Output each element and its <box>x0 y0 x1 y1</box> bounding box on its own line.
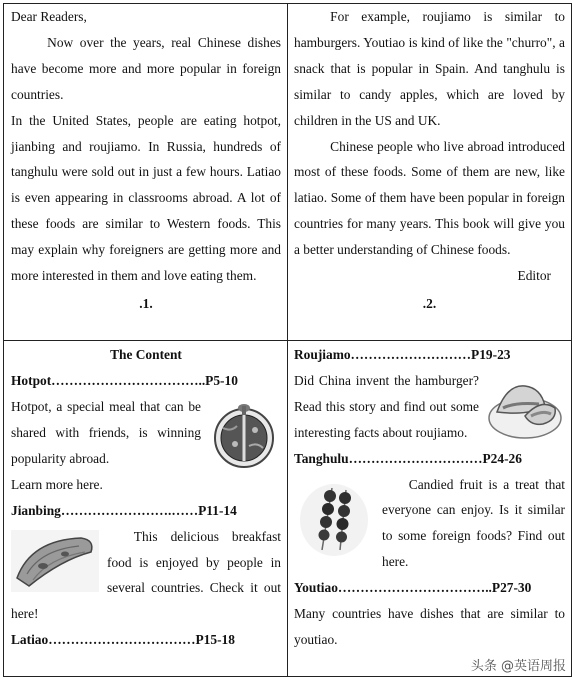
letter-paragraph-1: Now over the years, real Chinese dishes have become more and more popular in foreign countries. <box>11 34 281 102</box>
roujiamo-image <box>485 372 565 442</box>
toc-hotpot-more: Learn more here. <box>11 476 103 492</box>
letter-paragraph-3: For example, roujiamo is similar to hamburgers. Youtiao is kind of like the "churro", a snack that is popular in Spain. And tanghulu is similar to candy apples, which are loved by children in the US and UK. <box>294 9 565 128</box>
toc-roujiamo-text: Did China invent the hamburger? Read this story and find out some interesting facts about roujiamo. <box>294 372 479 440</box>
letter-cell-left <box>11 4 281 317</box>
letter-paragraph-4: Chinese people who live abroad introduced most of these foods. Some of them are new, like latiao. Some of them have been popular in foreign countries for many years. This book will give you a better understanding of Chinese foods. <box>294 138 565 258</box>
contents-cell-left <box>11 342 281 653</box>
blank-2: .2. <box>422 295 437 311</box>
contents-cell-right <box>294 342 565 653</box>
toc-youtiao-text: Many countries have dishes that are similar to youtiao. <box>294 606 565 647</box>
toc-tanghulu-text: Candied fruit is a treat that everyone can enjoy. Is it similar to some foreign foods? Find out here. <box>382 476 565 570</box>
letter-paragraph-2: In the United States, people are eating hotpot, jianbing and roujiamo. In Russia, hundreds of tanghulu were sold out in just a few hours. Latiao is even appearing in classrooms abroad. A lot of these foods are similar to Western foods. This may explain why foreigners are getting more and more interested in them and love eating them. <box>11 112 281 284</box>
toc-youtiao-title: Youtiao……………………………..P27-30 <box>294 580 532 596</box>
watermark <box>471 655 566 674</box>
toc-roujiamo-title: Roujiamo………………………P19-23 <box>294 347 511 362</box>
toc-latiao-title: Latiao……………………………P15-18 <box>11 632 235 648</box>
hotpot-image <box>207 398 281 472</box>
letter-signature: Editor <box>517 268 551 284</box>
toc-hotpot-text: Hotpot, a special meal that can be shared with friends, is winning popularity abroad. <box>11 398 201 466</box>
letter-greeting: Dear Readers, <box>11 9 87 24</box>
blank-1: .1. <box>139 295 153 311</box>
jianbing-image <box>11 530 99 592</box>
row-divider <box>3 340 572 341</box>
toc-tanghulu-title: Tanghulu…………………………P24-26 <box>294 450 522 466</box>
letter-cell-right <box>294 4 565 317</box>
contents-heading: The Content <box>110 347 182 362</box>
tanghulu-image <box>294 478 374 558</box>
toc-jianbing-text: This delicious breakfast food is enjoyed by people in several countries. Check it out here! <box>11 528 281 622</box>
toc-hotpot-title: Hotpot……………………………..P5-10 <box>11 372 238 388</box>
worksheet-page <box>3 3 572 677</box>
toc-jianbing-title: Jianbing…………………….……P11-14 <box>11 502 237 518</box>
watermark-text: 头条 @英语周报 <box>470 659 566 674</box>
